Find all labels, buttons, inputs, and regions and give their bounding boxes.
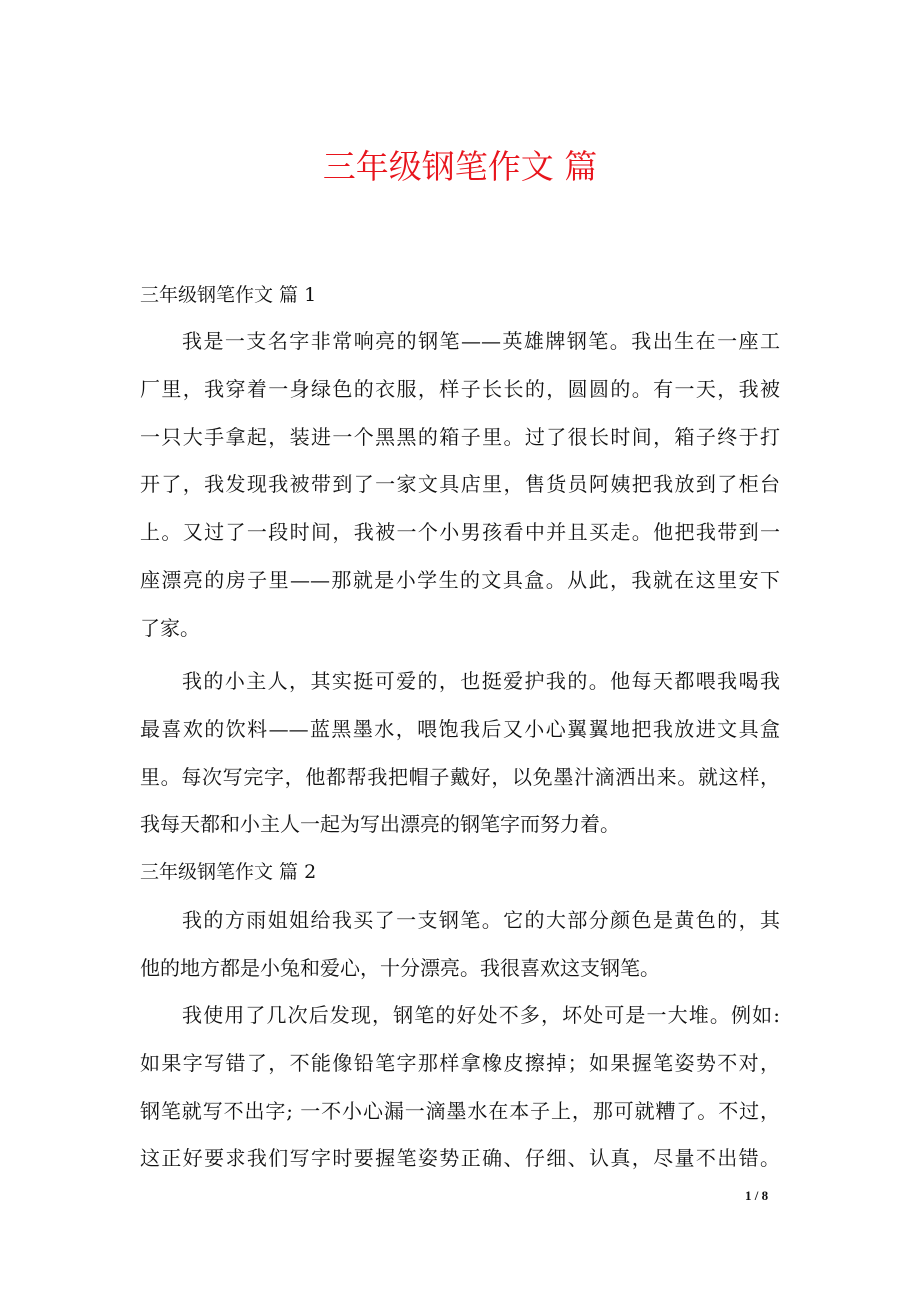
paragraph-line: 厂里，我穿着一身绿色的衣服，样子长长的，圆圆的。有一天，我被	[140, 376, 780, 401]
section-heading-2: 三年级钢笔作文 篇 2	[140, 861, 317, 883]
paragraph-line: 里。每次写完字，他都帮我把帽子戴好，以免墨汁滴洒出来。就这样，	[140, 764, 780, 789]
paragraph-line: 座漂亮的房子里——那就是小学生的文具盒。从此，我就在这里安下	[140, 567, 780, 592]
paragraph-3	[140, 897, 780, 993]
paragraph-4	[140, 992, 780, 1183]
paragraph-line: 如果字写错了，不能像铅笔字那样拿橡皮擦掉；如果握笔姿势不对，	[140, 1050, 780, 1075]
paragraph-line: 我每天都和小主人一起为写出漂亮的钢笔字而努力着。	[140, 812, 620, 837]
paragraph-line: 最喜欢的饮料——蓝黑墨水，喂饱我后又小心翼翼地把我放进文具盒	[140, 716, 780, 741]
paragraph-line: 这正好要求我们写字时要握笔姿势正确、仔细、认真，尽量不出错。	[140, 1146, 780, 1171]
paragraph-line: 我的方雨姐姐给我买了一支钢笔。它的大部分颜色是黄色的，其	[182, 908, 780, 932]
paragraph-line: 我使用了几次后发现，钢笔的好处不多，坏处可是一大堆。例如:	[182, 1003, 780, 1027]
paragraph-2	[140, 658, 780, 849]
paragraph-line: 我的小主人，其实挺可爱的，也挺爱护我的。他每天都喂我喝我	[182, 669, 780, 693]
paragraph-line: 上。又过了一段时间，我被一个小男孩看中并且买走。他把我带到一	[140, 520, 780, 545]
paragraph-line: 开了，我发现我被带到了一家文具店里，售货员阿姨把我放到了柜台	[140, 472, 780, 497]
paragraph-line: 一只大手拿起，装进一个黑黑的箱子里。过了很长时间，箱子终于打	[140, 424, 780, 449]
paragraph-line: 了家。	[140, 615, 200, 640]
page-number: 1 / 8	[745, 1188, 769, 1203]
paragraph-line: 他的地方都是小兔和爱心，十分漂亮。我很喜欢这支钢笔。	[140, 955, 660, 980]
paragraph-1	[140, 318, 780, 653]
paragraph-line: 钢笔就写不出字; 一不小心漏一滴墨水在本子上，那可就糟了。不过，	[140, 1098, 780, 1123]
paragraph-line: 我是一支名字非常响亮的钢笔——英雄牌钢笔。我出生在一座工	[182, 329, 780, 353]
document-title: 三年级钢笔作文 篇	[322, 147, 598, 186]
section-heading-1: 三年级钢笔作文 篇 1	[140, 284, 317, 306]
